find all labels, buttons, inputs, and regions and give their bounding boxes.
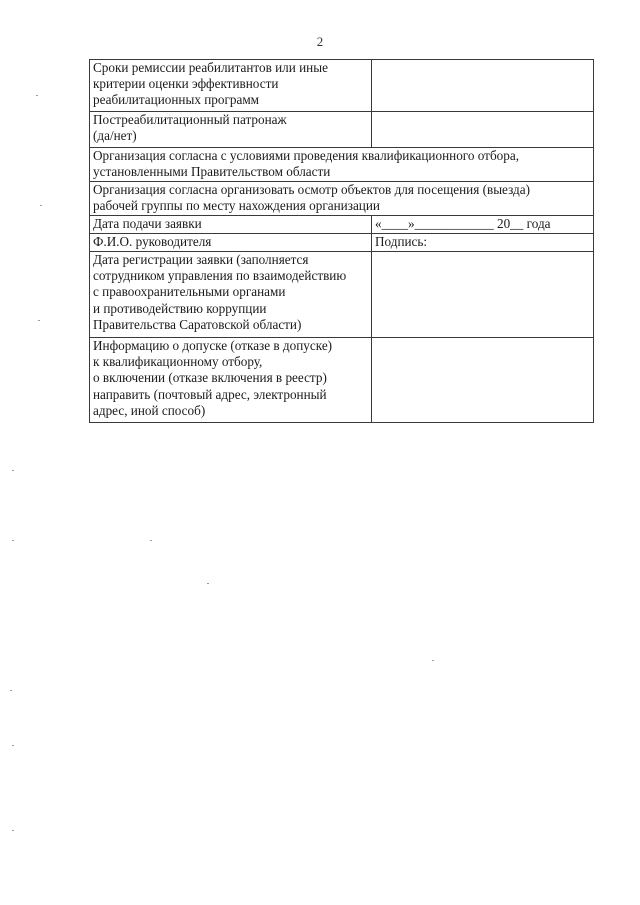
text-line: рабочей группы по месту нахождения организации xyxy=(93,198,380,214)
admission-info-value xyxy=(372,338,594,423)
remission-label xyxy=(90,60,372,112)
text-line: Информацию о допуске (отказе в допуске) xyxy=(93,338,333,353)
text-line: о включении (отказе включения в реестр) xyxy=(93,370,327,386)
qualification-agreement xyxy=(90,148,594,182)
text-line: Организация согласна с условиями проведения квалификационного отбора, xyxy=(93,148,519,163)
scan-speck xyxy=(40,205,42,206)
scan-speck xyxy=(12,830,14,831)
scan-speck xyxy=(12,540,14,541)
table-row xyxy=(90,60,594,112)
text-line: Сроки ремиссии реабилитантов или иные xyxy=(93,60,328,75)
table-row xyxy=(90,112,594,148)
table-row xyxy=(90,148,594,182)
application-date-value: «____»____________ 20__ года xyxy=(372,216,594,234)
table-row xyxy=(90,182,594,216)
registration-date-value xyxy=(372,252,594,338)
scan-speck xyxy=(36,95,38,96)
registration-date-label xyxy=(90,252,372,338)
text-line: установленными Правительством области xyxy=(93,164,331,180)
inspection-agreement xyxy=(90,182,594,216)
remission-value xyxy=(372,60,594,112)
application-form-table xyxy=(89,59,594,423)
text-line: и противодействию коррупции xyxy=(93,300,267,316)
scan-speck xyxy=(150,540,152,541)
patronage-label xyxy=(90,112,372,148)
text-line: критерии оценки эффективности xyxy=(93,76,279,92)
text-line: с правоохранительными органами xyxy=(93,284,286,300)
text-line: Организация согласна организовать осмотр объектов для посещения (выезда) xyxy=(93,182,530,197)
table-row xyxy=(90,234,594,252)
text-line: адрес, иной способ) xyxy=(93,402,206,418)
head-name-label: Ф.И.О. руководителя xyxy=(90,234,372,252)
table-row xyxy=(90,252,594,338)
text-line: направить (почтовый адрес, электронный xyxy=(93,386,327,402)
text-line: к квалификационному отбору, xyxy=(93,354,263,370)
scan-speck xyxy=(10,690,12,691)
text-line: Правительства Саратовской области) xyxy=(93,316,302,332)
text-line: (да/нет) xyxy=(93,128,137,144)
patronage-value xyxy=(372,112,594,148)
admission-info-label xyxy=(90,338,372,423)
table-row xyxy=(90,216,594,234)
application-date-label: Дата подачи заявки xyxy=(90,216,372,234)
table-row xyxy=(90,338,594,423)
text-line: реабилитационных программ xyxy=(93,92,260,108)
text-line: сотрудником управления по взаимодействию xyxy=(93,268,347,284)
scan-speck xyxy=(207,583,209,584)
scan-speck xyxy=(12,745,14,746)
scan-speck xyxy=(432,660,434,661)
scan-speck xyxy=(38,320,40,321)
text-line: Постреабилитационный патронаж xyxy=(93,112,287,127)
text-line: Дата регистрации заявки (заполняется xyxy=(93,252,309,267)
scan-speck xyxy=(12,470,14,471)
page-number: 2 xyxy=(316,34,324,49)
signature-label: Подпись: xyxy=(372,234,594,252)
